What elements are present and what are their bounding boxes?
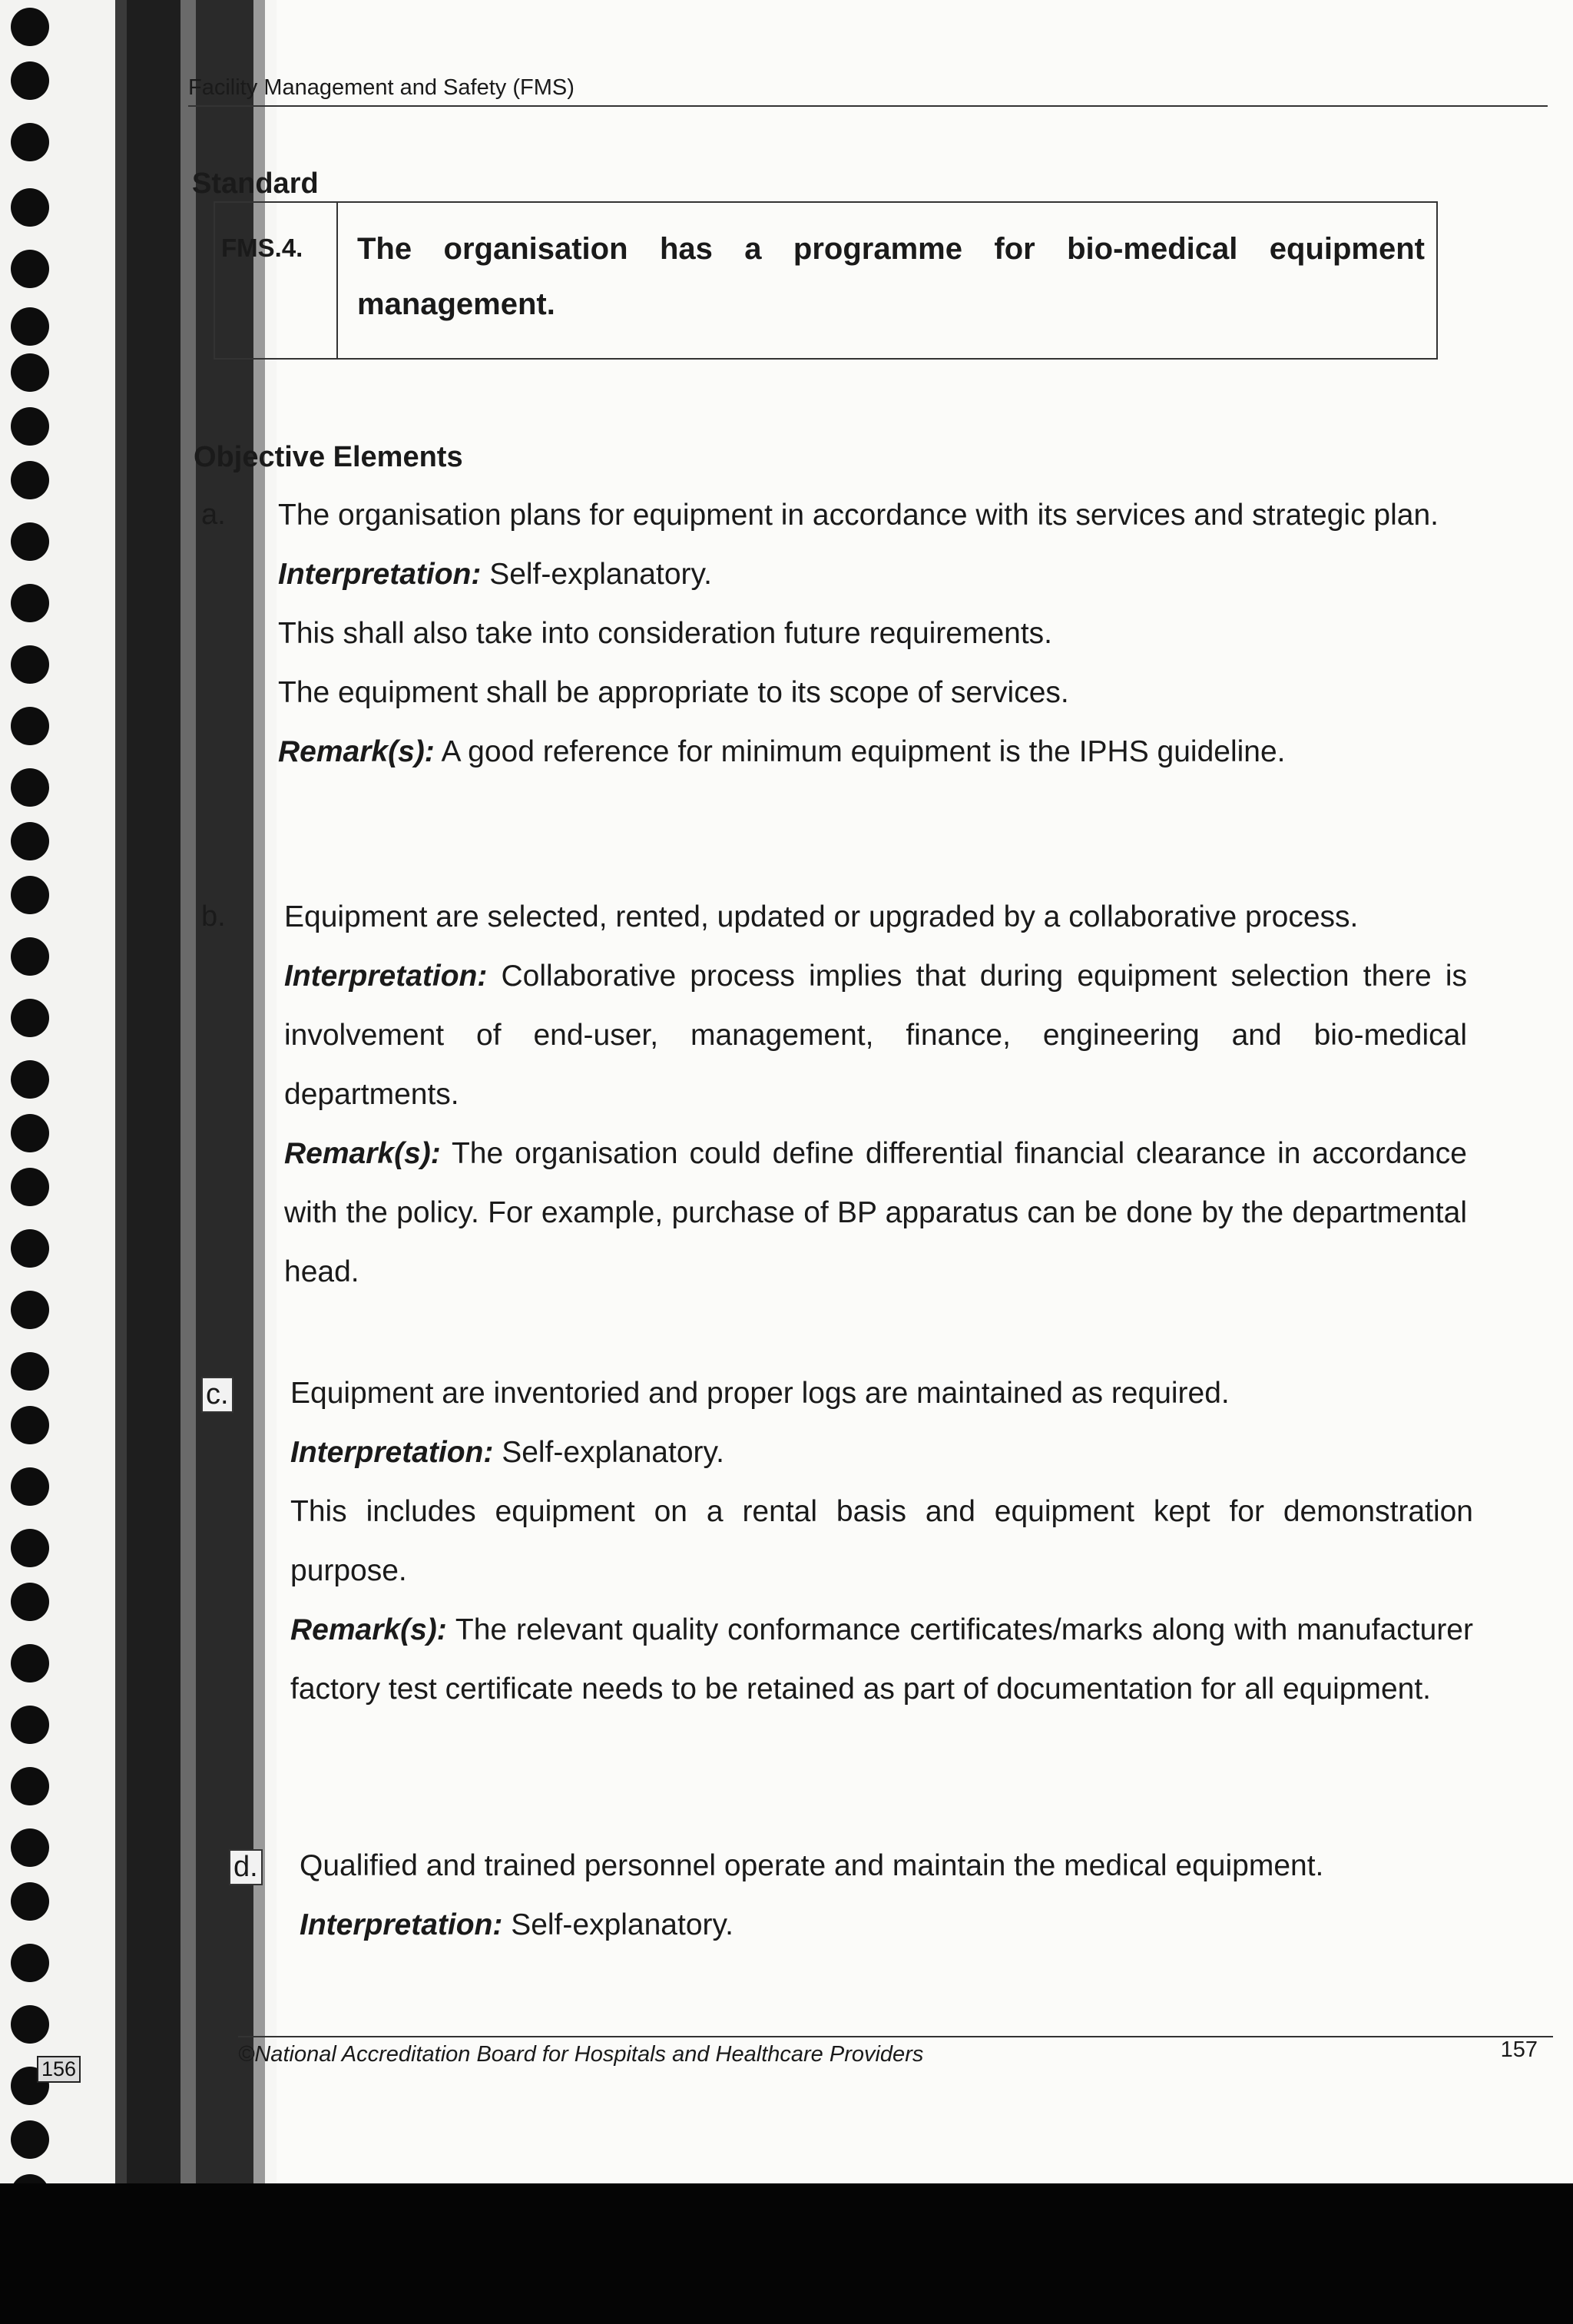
interpretation-text: Self-explanatory. <box>489 558 712 591</box>
standard-label: Standard <box>192 167 319 200</box>
item-body <box>300 1836 1482 1954</box>
punch-hole <box>11 123 49 161</box>
scan-bottom-edge <box>0 2183 1573 2324</box>
punch-hole <box>11 1583 49 1621</box>
punch-hole <box>11 2005 49 2044</box>
item-statement: Qualified and trained personnel operate and maintain the medical equipment. <box>300 1849 1324 1882</box>
remark-text: The relevant quality conformance certificates/marks along with manufacturer factory test certificate needs to be retained as part of documentation for all equipment. <box>290 1613 1473 1706</box>
punch-hole <box>11 407 49 446</box>
punch-hole <box>11 1706 49 1744</box>
punch-hole <box>11 1229 49 1268</box>
interpretation-text: Collaborative process implies that during equipment selection there is involvement of end-user, management, finance, engineering and bio-medical departments. <box>284 960 1467 1111</box>
punch-hole <box>11 1406 49 1444</box>
punch-hole <box>11 353 49 392</box>
punch-hole <box>11 1168 49 1206</box>
item-statement: Equipment are inventoried and proper logs are maintained as required. <box>290 1377 1230 1410</box>
objective-elements-heading: Objective Elements <box>194 441 463 473</box>
footer-rule <box>238 2036 1553 2037</box>
punch-hole <box>11 307 49 346</box>
running-header-title: Facility Management and Safety (FMS) <box>188 75 575 100</box>
item-remark <box>278 722 1461 781</box>
punch-hole <box>11 522 49 561</box>
punch-hole <box>11 1882 49 1921</box>
item-note: This shall also take into consideration future requirements. <box>278 617 1053 650</box>
punch-hole <box>11 876 49 914</box>
remark-label: Remark(s): <box>278 735 435 768</box>
interpretation-label: Interpretation: <box>290 1436 494 1469</box>
item-note: The equipment shall be appropriate to its scope of services. <box>278 676 1069 709</box>
item-interpretation <box>284 947 1467 1124</box>
item-interpretation <box>300 1895 1482 1954</box>
remark-text: A good reference for minimum equipment is the IPHS guideline. <box>441 735 1286 768</box>
remark-text: The organisation could define differential financial clearance in accordance with the policy. For example, purchase of BP apparatus can be done by the departmental head. <box>284 1137 1467 1288</box>
item-remark <box>284 1124 1467 1301</box>
standard-box <box>214 201 1438 360</box>
punch-hole <box>11 937 49 976</box>
item-body <box>290 1364 1473 1719</box>
punch-hole <box>11 1944 49 1982</box>
item-note: This includes equipment on a rental basis and equipment kept for demonstration purpose. <box>290 1495 1473 1587</box>
footer-publisher: ©National Accreditation Board for Hospitals and Healthcare Providers <box>238 2042 924 2067</box>
interpretation-label: Interpretation: <box>278 558 482 591</box>
item-statement: Equipment are selected, rented, updated or upgraded by a collaborative process. <box>284 900 1359 933</box>
page-number: 157 <box>1500 2037 1538 2062</box>
item-body <box>284 887 1467 1301</box>
punch-hole <box>11 1060 49 1099</box>
punch-hole <box>11 1114 49 1152</box>
punch-hole <box>11 1291 49 1329</box>
item-interpretation <box>278 545 1461 604</box>
punch-hole <box>11 1529 49 1567</box>
item-remark <box>290 1600 1473 1719</box>
interpretation-label: Interpretation: <box>284 960 488 993</box>
remark-label: Remark(s): <box>290 1613 447 1646</box>
standard-code: FMS.4. <box>215 203 338 358</box>
item-letter: c. <box>201 1377 233 1413</box>
punch-hole <box>11 645 49 684</box>
punch-holes <box>0 0 77 2228</box>
remark-label: Remark(s): <box>284 1137 441 1170</box>
interpretation-label: Interpretation: <box>300 1908 503 1941</box>
punch-hole <box>11 707 49 745</box>
punch-hole <box>11 768 49 807</box>
item-letter: a. <box>201 499 226 531</box>
punch-hole <box>11 822 49 860</box>
item-letter: d. <box>229 1849 263 1885</box>
punch-hole <box>11 2120 49 2159</box>
punch-hole <box>11 250 49 288</box>
punch-hole <box>11 584 49 622</box>
item-letter: b. <box>201 900 226 933</box>
punch-hole <box>11 1467 49 1506</box>
punch-hole <box>11 61 49 100</box>
punch-hole <box>11 1644 49 1682</box>
interpretation-text: Self-explanatory. <box>502 1436 724 1469</box>
item-statement: The organisation plans for equipment in accordance with its services and strategic plan. <box>278 499 1439 532</box>
previous-page-number: 156 <box>37 2056 81 2083</box>
punch-hole <box>11 1352 49 1391</box>
punch-hole <box>11 188 49 227</box>
punch-hole <box>11 1767 49 1805</box>
running-header <box>188 75 1548 107</box>
document-page <box>41 0 1538 2182</box>
punch-hole <box>11 1828 49 1867</box>
standard-text: The organisation has a programme for bio-medical equipment management. <box>357 232 1425 321</box>
punch-hole <box>11 999 49 1037</box>
item-body <box>278 486 1461 781</box>
item-interpretation <box>290 1423 1473 1482</box>
punch-hole <box>11 461 49 499</box>
punch-hole <box>11 8 49 46</box>
interpretation-text: Self-explanatory. <box>511 1908 734 1941</box>
